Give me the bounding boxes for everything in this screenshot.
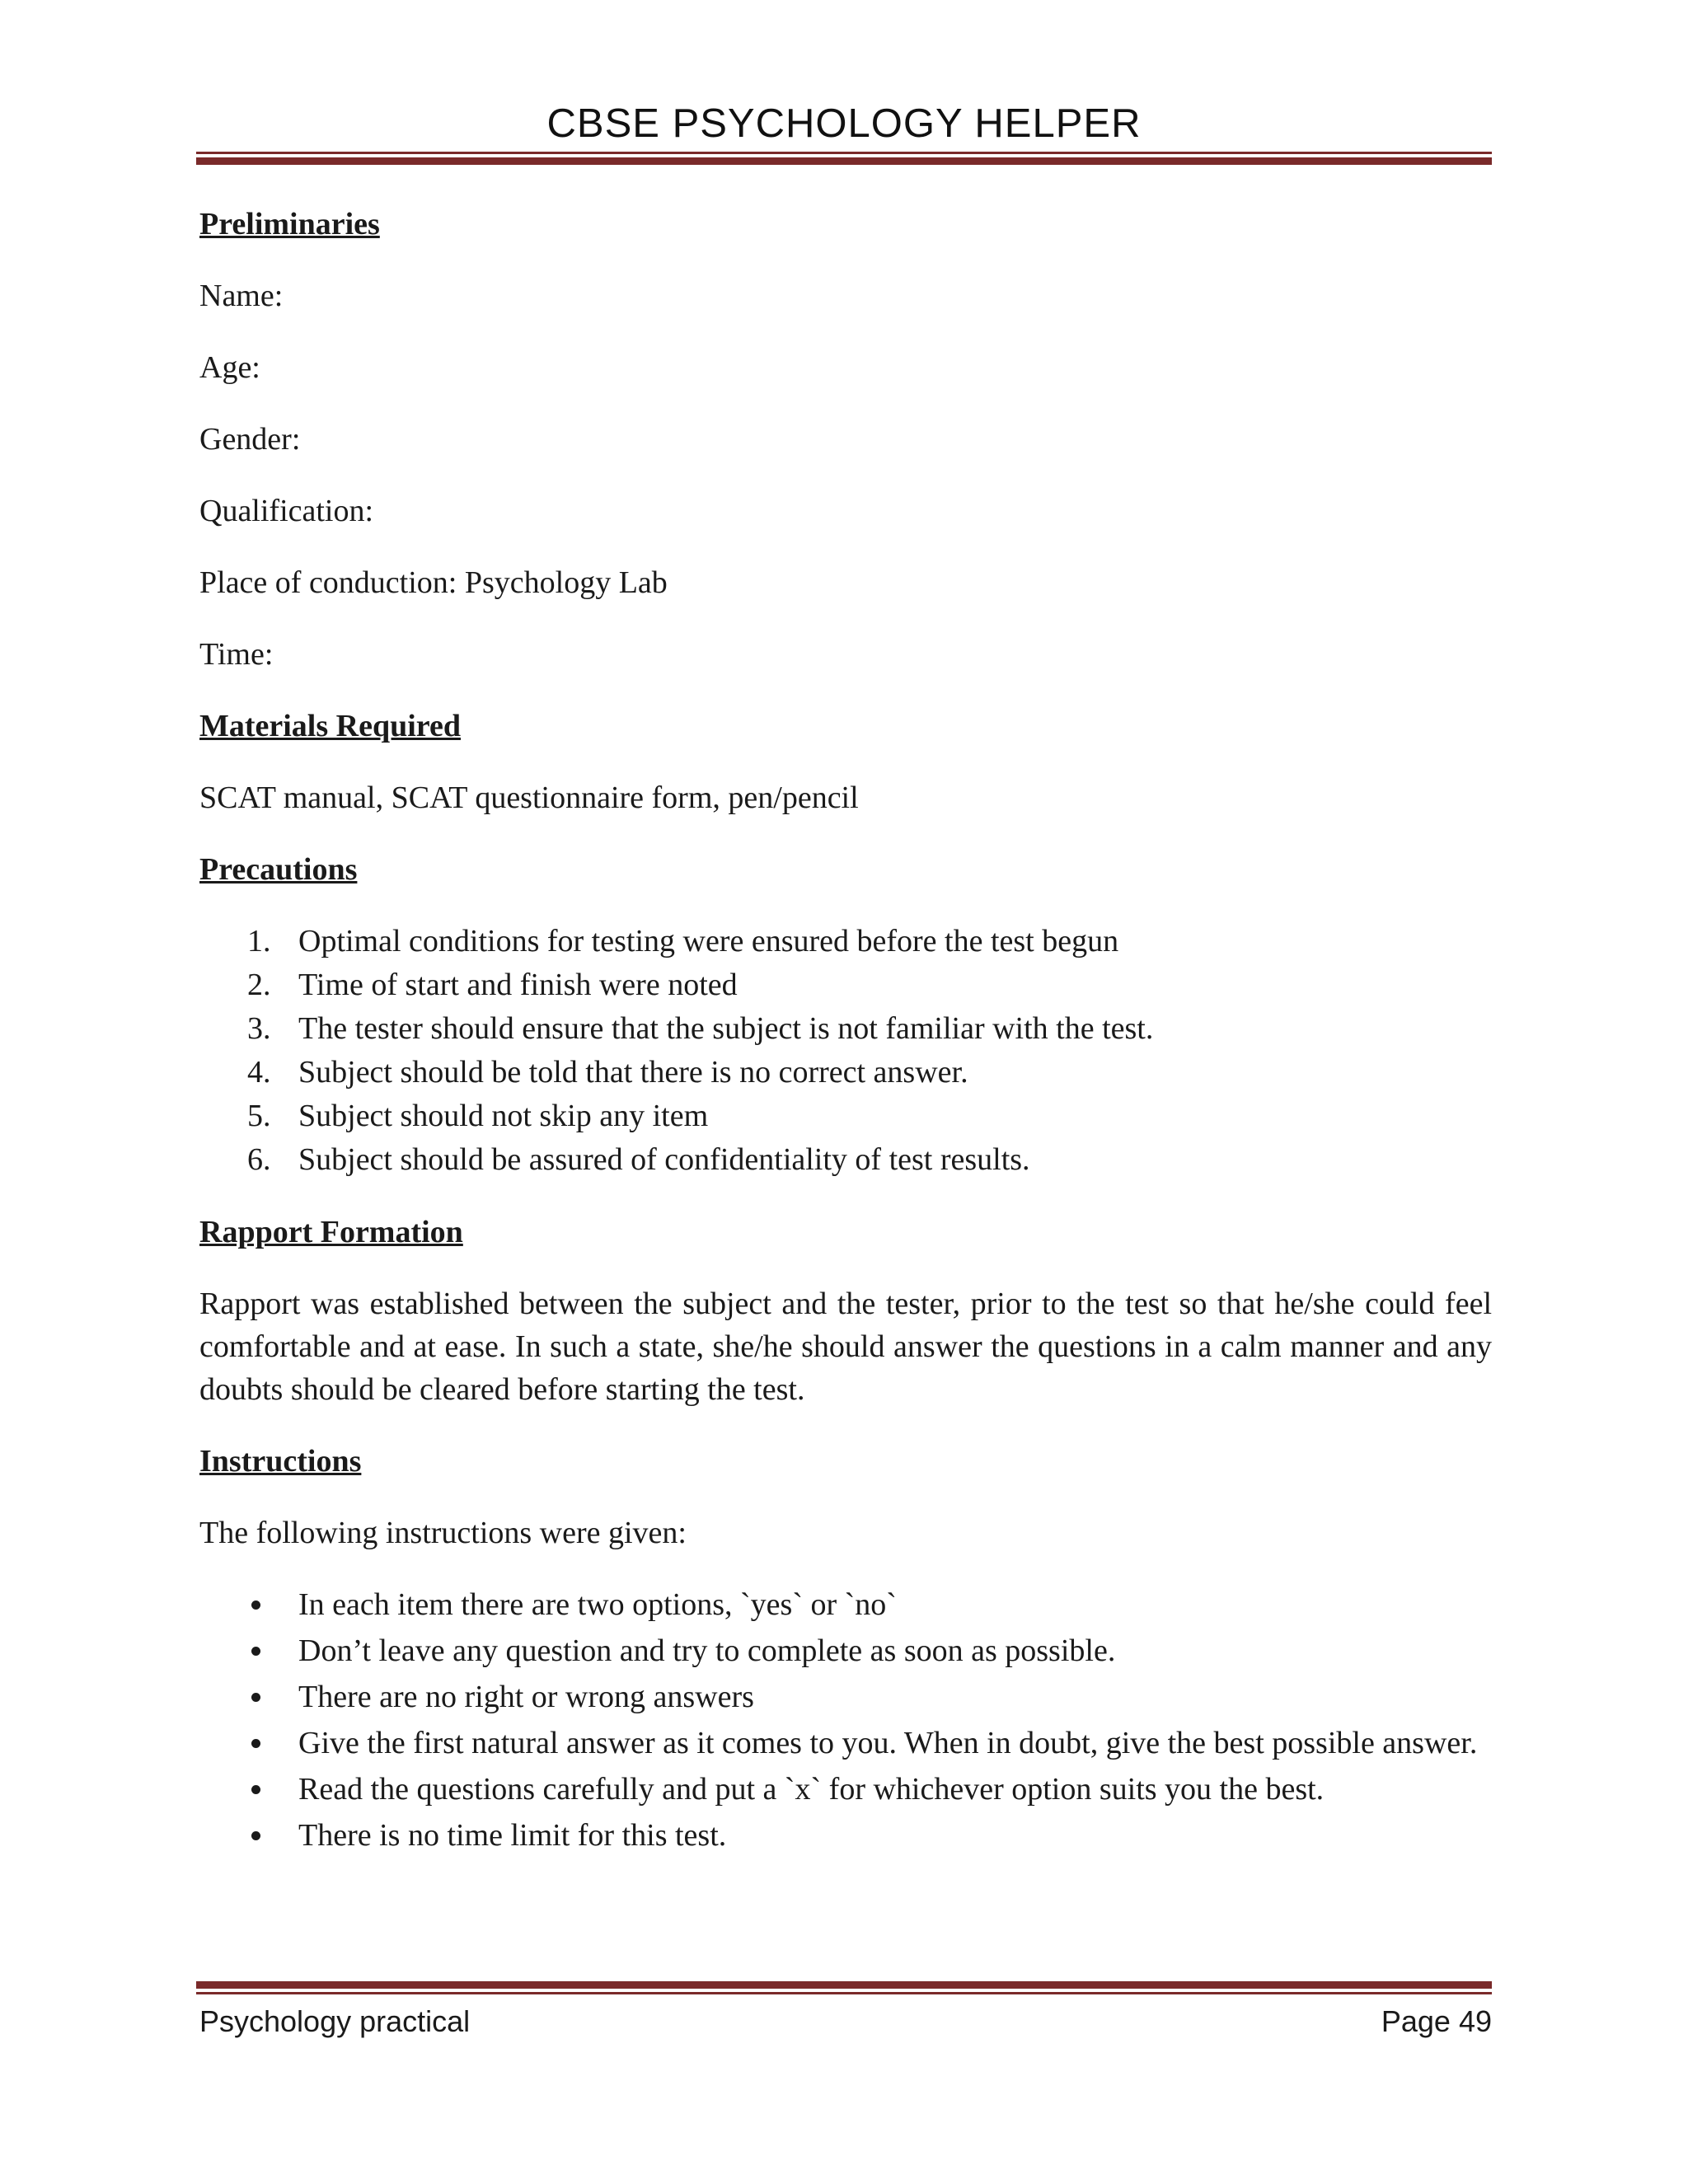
list-number: 4. <box>247 1055 271 1090</box>
precautions-list <box>199 920 1492 1182</box>
list-item <box>199 1814 1492 1858</box>
rapport-text: Rapport was established between the subject and the tester, prior to the test so that he/she could feel comfortable and at ease. In such a state, she/he should answer the questions in a calm manner and any doubts should be cleared before starting the test. <box>199 1286 1492 1407</box>
list-number: 2. <box>247 968 271 1002</box>
list-item <box>199 1051 1492 1094</box>
field-age: Age: <box>199 350 260 385</box>
field-gender: Gender: <box>199 422 301 457</box>
bullet-icon <box>251 1831 260 1840</box>
section-heading-precautions: Precautions <box>199 852 358 887</box>
page-number: Page 49 <box>1381 2004 1492 2038</box>
bullet-icon <box>251 1739 260 1748</box>
bullet-icon <box>251 1647 260 1656</box>
materials-text: SCAT manual, SCAT questionnaire form, pen/pencil <box>199 780 859 815</box>
field-time: Time: <box>199 637 274 672</box>
list-item <box>199 963 1492 1007</box>
list-item <box>199 1722 1492 1765</box>
bullet-icon <box>251 1601 260 1610</box>
list-item <box>199 1675 1492 1719</box>
page-header-title: CBSE PSYCHOLOGY HELPER <box>546 101 1142 146</box>
list-item-text: There is no time limit for this test. <box>298 1818 727 1853</box>
page-content <box>199 203 1492 1860</box>
header-rule <box>196 152 1492 165</box>
instructions-list <box>199 1583 1492 1858</box>
bullet-icon <box>251 1693 260 1702</box>
list-item-text: Subject should not skip any item <box>298 1099 709 1133</box>
list-item-text: Don’t leave any question and try to complete as soon as possible. <box>298 1633 1116 1668</box>
list-item <box>199 1094 1492 1138</box>
section-heading-preliminaries: Preliminaries <box>199 207 380 241</box>
header-rule-thick <box>196 157 1492 165</box>
list-number: 3. <box>247 1011 271 1046</box>
header-rule-thin <box>196 152 1492 154</box>
list-item-text: In each item there are two options, `yes` or `no` <box>298 1587 897 1622</box>
list-item-text: There are no right or wrong answers <box>298 1680 754 1714</box>
list-item <box>199 1007 1492 1051</box>
list-item-text: Subject should be assured of confidentiality of test results. <box>298 1142 1030 1177</box>
section-heading-instructions: Instructions <box>199 1444 362 1479</box>
list-number: 6. <box>247 1142 271 1177</box>
list-number: 1. <box>247 924 271 958</box>
field-qualification: Qualification: <box>199 494 374 528</box>
footer-left-text: Psychology practical <box>199 2004 471 2038</box>
list-number: 5. <box>247 1099 271 1133</box>
footer-rule-thick <box>196 1981 1492 1989</box>
list-item-text: Read the questions carefully and put a `x` for whichever option suits you the best. <box>298 1772 1325 1807</box>
list-item <box>199 920 1492 963</box>
list-item-text: Optimal conditions for testing were ensured before the test begun <box>298 924 1119 958</box>
section-heading-materials: Materials Required <box>199 709 461 743</box>
instructions-intro: The following instructions were given: <box>199 1516 687 1550</box>
list-item <box>199 1768 1492 1811</box>
footer-rule <box>196 1981 1492 1994</box>
list-item-text: Time of start and finish were noted <box>298 968 738 1002</box>
list-item-text: Give the first natural answer as it comes to you. When in doubt, give the best possible answer. <box>298 1726 1478 1760</box>
field-place: Place of conduction: Psychology Lab <box>199 565 668 600</box>
list-item <box>199 1629 1492 1673</box>
list-item-text: Subject should be told that there is no correct answer. <box>298 1055 968 1090</box>
bullet-icon <box>251 1785 260 1794</box>
field-name: Name: <box>199 279 284 313</box>
section-heading-rapport: Rapport Formation <box>199 1215 463 1249</box>
list-item <box>199 1138 1492 1182</box>
list-item <box>199 1583 1492 1627</box>
footer-rule-thin <box>196 1992 1492 1994</box>
list-item-text: The tester should ensure that the subject is not familiar with the test. <box>298 1011 1154 1046</box>
